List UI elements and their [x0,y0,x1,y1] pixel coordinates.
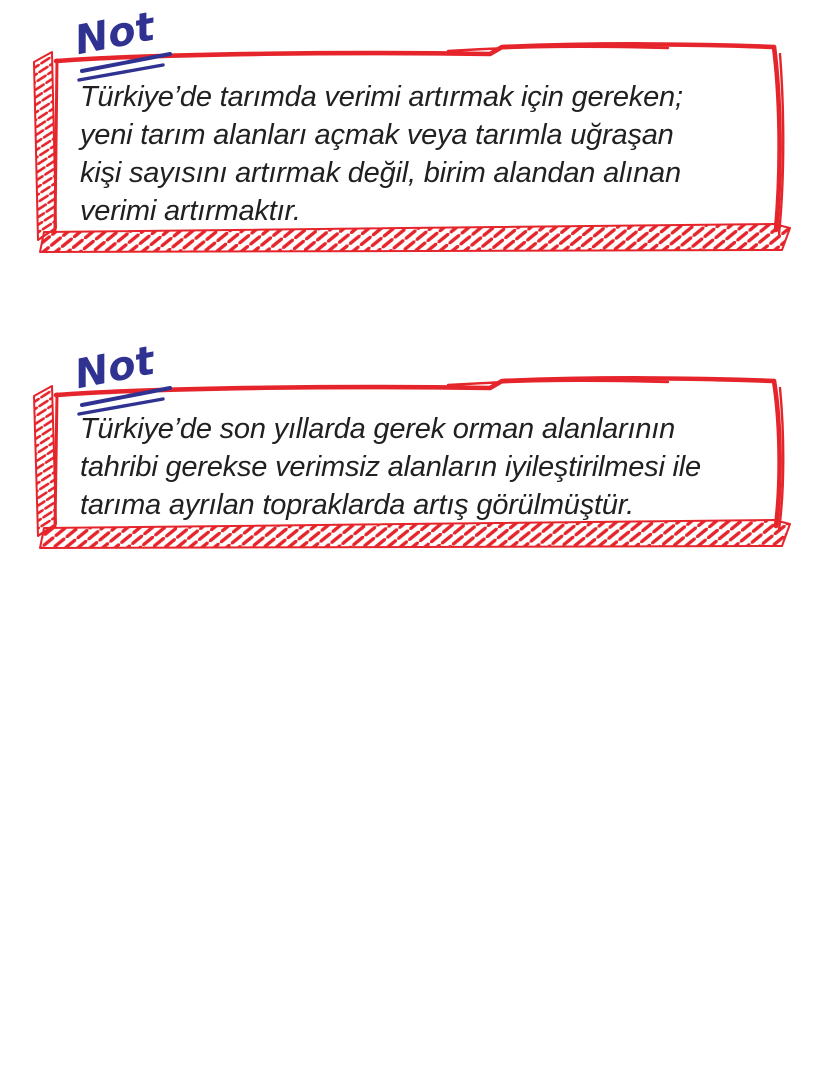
not-label-text: Not [70,337,159,399]
left-hatch-strip [34,386,56,536]
note-line: yeni tarım alanları açmak veya tarımla uğraşan [80,119,674,151]
left-border-line [55,394,57,526]
top-border-overlap [448,381,668,385]
note-text [80,410,774,524]
left-hatch-strip [34,52,56,240]
note-line: tarıma ayrılan topraklarda artış görülmüştür. [80,489,635,521]
right-border-line [774,381,780,526]
right-border-line [774,47,780,230]
note-box-1 [28,3,794,266]
note-line: Türkiye’de tarımda verimi artırmak için gereken; [80,81,683,113]
top-border-overlap [448,47,668,51]
note-line: Türkiye’de son yıllarda gerek orman alanlarının [80,413,676,445]
note-line: tahribi gerekse verimsiz alanların iyileştirilmesi ile [80,451,701,483]
left-border-line [55,60,57,230]
bottom-hatch-strip [40,520,790,548]
note-line: verimi artırmaktır. [80,195,301,227]
note-box-2 [28,337,794,562]
note-text [80,78,774,230]
note-line: kişi sayısını artırmak değil, birim alandan alınan [80,157,681,189]
not-label-text: Not [70,3,159,65]
